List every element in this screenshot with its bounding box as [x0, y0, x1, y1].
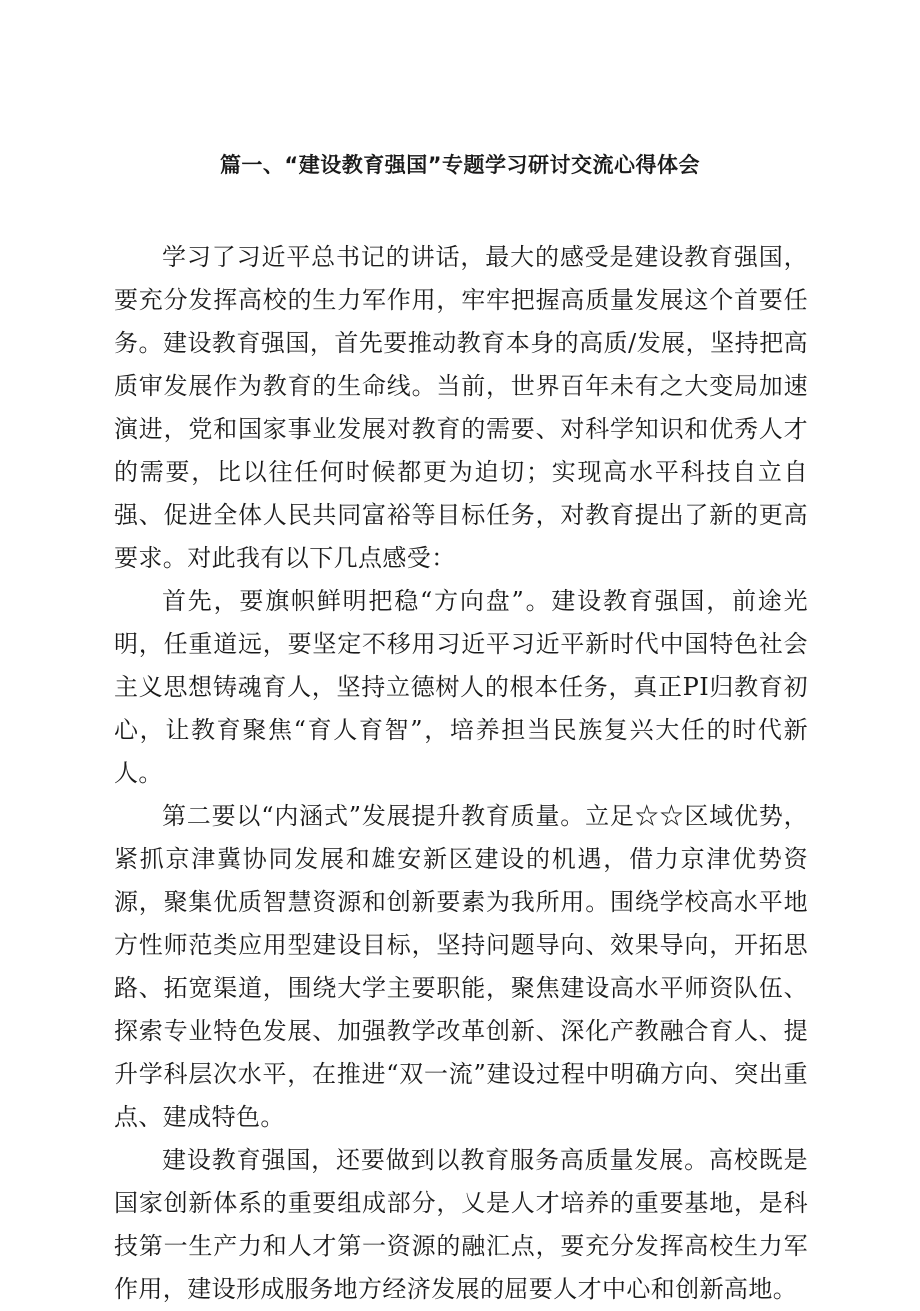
document-body	[114, 236, 808, 1311]
paragraph-third-point: 建设教育强国，还要做到以教育服务高质量发展。高校既是国家创新体系的重要组成部分，乂是人才培养的重要基地，是科技第一生产力和人才第一资源的融汇点，要充分发挥高校生力军作用，建设形成服务地方经济发展的屈要人才中心和创新高地。	[114, 1146, 808, 1303]
paragraph-first-point: 首先，要旗帜鲜明把稳“方向盘”。建设教育强国，前途光明，任重道远，要坚定不移用习近平习近平新时代中国特色社会主义思想铸魂育人，坚持立德树人的根本任务，真正PI归教育初心，让教育聚焦“育人育智”，培养担当民族复兴大任的时代新人。	[114, 587, 808, 787]
document-title: 篇一、“建设教育强国”专题学习研讨交流心得体会	[219, 153, 701, 177]
paragraph-intro: 学习了习近平总书记的讲话，最大的感受是建设教育强国，要充分发挥高校的生力军作用，牢牢把握高质量发展这个首要任务。建设教育强国，首先要推动教育本身的高质/发展，坚持把高质审发展作为教育的生命线。当前，世界百年未有之大变局加速演进，党和国家事业发展对教育的需要、对科学知识和优秀人才的需要，比以往任何时候都更为迫切；实现高水平科技自立自强、促进全体人民共同富裕等目标任务，对教育提出了新的更高要求。对此我有以下几点感受：	[114, 243, 808, 572]
paragraph-second-point: 第二要以“内涵式”发展提升教育质量。立足☆☆区域优势，紧抓京津冀协同发展和雄安新区建设的机遇，借力京津优势资源，聚集优质智慧资源和创新要素为我所用。围绕学校高水平地方性师范类应用型建设目标，坚持问题导向、效果导向，开拓思路、拓宽渠道，围绕大学主要职能，聚焦建设高水平师资队伍、探索专业特色发展、加强教学改革创新、深化产教融合育人、提升学科层次水平，在推进“双一流”建设过程中明确方向、突出重点、建成特色。	[114, 802, 808, 1131]
